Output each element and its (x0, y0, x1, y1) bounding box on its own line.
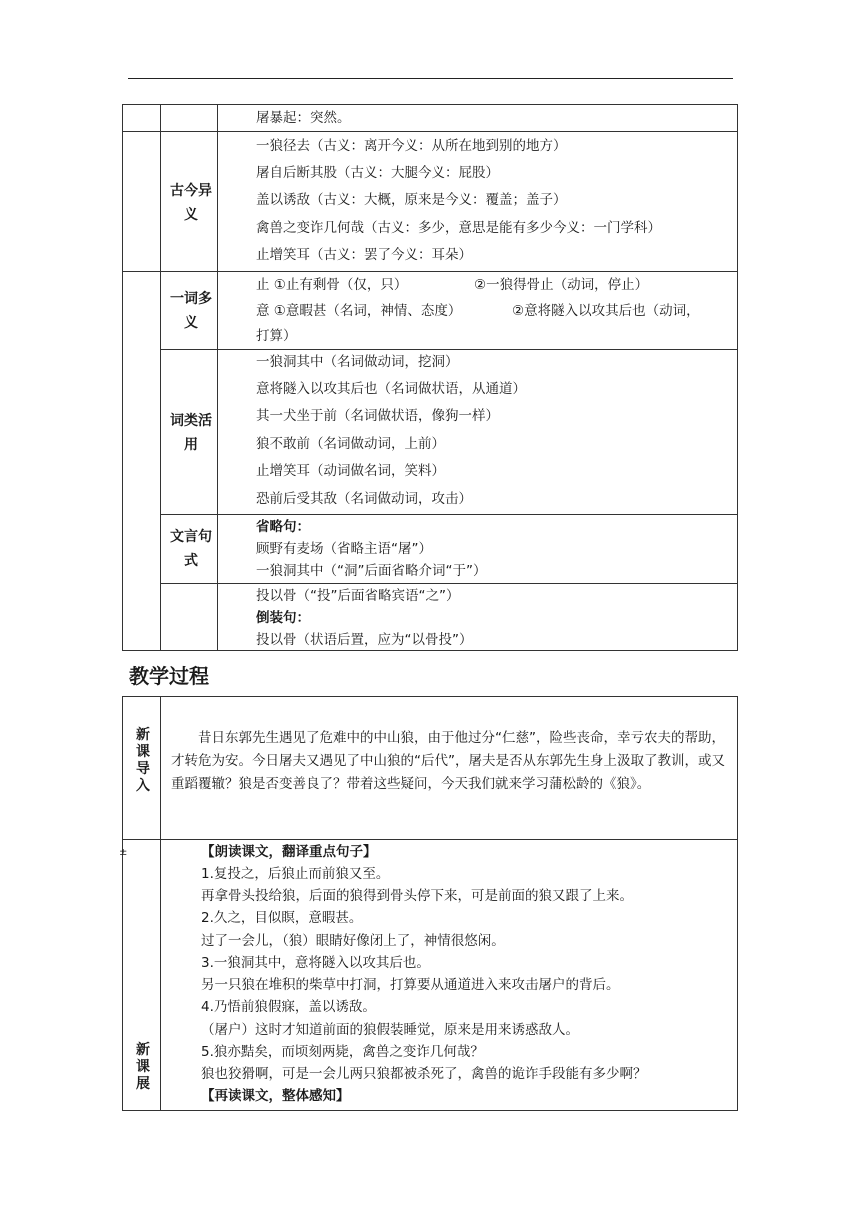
row-divider (160, 349, 737, 350)
header-rule (128, 78, 733, 79)
row-divider (160, 583, 737, 584)
cilei-line: 其一犬坐于前（名词做状语，像狗一样） (256, 408, 499, 424)
process-table (119, 696, 738, 1111)
yici-line: ②一狼得骨止（动词，停止） (474, 277, 649, 293)
intro-paragraph: 昔日东郭先生遇见了危难中的中山狼，由于他过分“仁慈”，险些丧命，幸亏农夫的帮助，才转危为安。今日屠夫又遇见了中山狼的“后代”，屠夫是否从东郭先生身上汲取了教训，或又重蹈覆辙？狼是否变善良了？带着这些疑问，今天我们就来学习蒲松龄的《狼》。 (171, 730, 725, 792)
cilei-line: 意将隧入以攻其后也（名词做状语，从通道） (256, 381, 526, 397)
develop-line: 1.复投之，后狼止而前狼又至。 (201, 866, 390, 882)
develop-line: 过了一会儿，（狼）眼睛好像闭上了，神情很悠闲。 (201, 933, 505, 949)
row-divider (123, 271, 737, 272)
gujin-line: 禽兽之变诈几何哉（古义：多少，意思是能有多少今义：一门学科） (256, 220, 661, 236)
row-divider (123, 131, 737, 132)
develop-line: 5.狼亦黠矣，而顷刻两毙，禽兽之变诈几何哉？ (201, 1044, 484, 1060)
develop-line: 另一只狼在堆积的柴草中打洞，打算要从通道进入来攻击屠户的背后。 (201, 977, 620, 993)
margin-mark: ± (119, 847, 128, 858)
yici-line: 打算） (256, 328, 297, 344)
yici-line: 意 ①意暇甚（名词，神情、态度） (256, 303, 462, 319)
category-intro: 新课导入 (136, 727, 150, 794)
row-divider (160, 514, 737, 515)
jushi-line: 一狼洞其中（“洞”后面省略介词“于”） (256, 563, 487, 579)
category-yici: 一词多义 (170, 291, 212, 331)
row-text: 屠暴起：突然。 (256, 110, 351, 126)
yici-line: ②意将隧入以攻其后也（动词， (512, 303, 700, 319)
jushi-heading: 倒装句： (256, 610, 310, 626)
category-gujin: 古今异义 (170, 183, 212, 223)
yici-line: 止 ①止有剩骨（仅，只） (256, 277, 408, 293)
develop-line: 【朗读课文，翻译重点句子】 (201, 844, 377, 860)
develop-line: （屠户）这时才知道前面的狼假装睡觉，原来是用来诱惑敌人。 (201, 1022, 579, 1038)
category-jushi: 文言句式 (170, 529, 212, 569)
develop-line: 【再读课文，整体感知】 (201, 1088, 350, 1104)
gujin-line: 盖以诱敌（古义：大概，原来是今义：覆盖；盖子） (256, 192, 567, 208)
gujin-line: 一狼径去（古义：离开今义：从所在地到别的地方） (256, 138, 567, 154)
develop-line: 狼也狡猾啊，可是一会儿两只狼都被杀死了，禽兽的诡诈手段能有多少啊？ (201, 1066, 647, 1082)
cilei-line: 恐前后受其敌（名词做动词，攻击） (256, 491, 472, 507)
cilei-line: 止增笑耳（动词做名词，笑料） (256, 463, 445, 479)
cilei-line: 一狼洞其中（名词做动词，挖洞） (256, 354, 459, 370)
row-divider (123, 839, 737, 840)
column-divider (160, 697, 161, 1110)
gujin-line: 止增笑耳（古义：罢了今义：耳朵） (256, 247, 472, 263)
cilei-line: 狼不敢前（名词做动词，上前） (256, 436, 445, 452)
gujin-line: 屠自后断其股（古义：大腿今义：屁股） (256, 165, 499, 181)
category-cilei: 词类活用 (170, 413, 212, 453)
develop-line: 2.久之，目似瞑，意暇甚。 (201, 910, 363, 926)
category-develop: 新课展 (136, 1042, 150, 1092)
vocabulary-table (122, 104, 738, 651)
develop-line: 再拿骨头投给狼，后面的狼得到骨头停下来，可是前面的狼又跟了上来。 (201, 888, 633, 904)
jushi-heading: 省略句： (256, 519, 310, 535)
jushi-line: 顾野有麦场（省略主语“屠”） (256, 541, 432, 557)
develop-line: 3.一狼洞其中，意将隧入以攻其后也。 (201, 955, 430, 971)
jushi-line: 投以骨（状语后置，应为“以骨投”） (256, 632, 473, 648)
jushi-line: 投以骨（“投”后面省略宾语“之”） (256, 588, 460, 604)
column-divider (160, 105, 161, 650)
column-divider (217, 105, 218, 650)
develop-line: 4.乃悟前狼假寐，盖以诱敌。 (201, 999, 376, 1015)
section-title: 教学过程 (129, 664, 209, 688)
